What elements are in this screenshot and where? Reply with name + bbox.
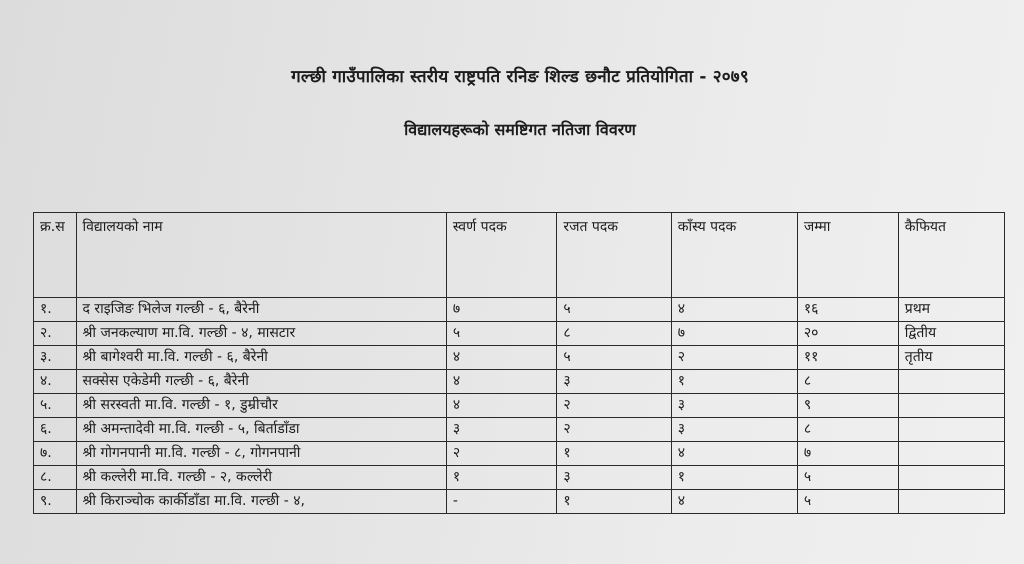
cell-remark: तृतीय xyxy=(898,346,1004,370)
cell-remark xyxy=(898,418,1004,442)
table-row xyxy=(34,418,1005,442)
cell-silver: ५ xyxy=(557,346,671,370)
cell-school-name: श्री सरस्वती मा.वि. गल्छी - १, डुम्रीचौर xyxy=(76,394,446,418)
cell-silver: २ xyxy=(557,418,671,442)
table-header xyxy=(34,213,1005,298)
table-row xyxy=(34,442,1005,466)
cell-school-name: श्री जनकल्याण मा.वि. गल्छी - ४, मासटार xyxy=(76,322,446,346)
cell-remark xyxy=(898,394,1004,418)
cell-gold: ४ xyxy=(446,394,557,418)
header-remarks: कैफियत xyxy=(898,213,1004,298)
cell-silver: ३ xyxy=(557,466,671,490)
cell-silver: २ xyxy=(557,394,671,418)
table-row xyxy=(34,394,1005,418)
cell-bronze: ४ xyxy=(671,490,797,514)
cell-remark xyxy=(898,370,1004,394)
cell-silver: १ xyxy=(557,490,671,514)
cell-gold: १ xyxy=(446,466,557,490)
cell-total: ११ xyxy=(797,346,898,370)
cell-serial-number: ५. xyxy=(34,394,77,418)
cell-silver: ५ xyxy=(557,298,671,322)
cell-school-name: श्री गोगनपानी मा.वि. गल्छी - ८, गोगनपानी xyxy=(76,442,446,466)
cell-bronze: ४ xyxy=(671,298,797,322)
document-subtitle: विद्यालयहरूको समष्टिगत नतिजा विवरण xyxy=(404,120,636,139)
cell-serial-number: १. xyxy=(34,298,77,322)
table-row xyxy=(34,322,1005,346)
cell-silver: १ xyxy=(557,442,671,466)
cell-serial-number: ७. xyxy=(34,442,77,466)
table-row xyxy=(34,490,1005,514)
header-serial-number: क्र.स xyxy=(34,213,77,298)
cell-school-name: सक्सेस एकेडेमी गल्छी - ६, बैरेनी xyxy=(76,370,446,394)
header-total: जम्मा xyxy=(797,213,898,298)
cell-gold: - xyxy=(446,490,557,514)
cell-silver: ३ xyxy=(557,370,671,394)
header-row xyxy=(34,213,1005,298)
header-school-name: विद्यालयको नाम xyxy=(76,213,446,298)
header-silver-medal: रजत पदक xyxy=(557,213,671,298)
cell-remark xyxy=(898,490,1004,514)
document-title: गल्छी गाउँपालिका स्तरीय राष्ट्रपति रनिङ शिल्ड छनौट प्रतियोगिता - २०७९ xyxy=(291,67,749,87)
cell-total: १६ xyxy=(797,298,898,322)
cell-bronze: १ xyxy=(671,466,797,490)
table-row xyxy=(34,298,1005,322)
cell-remark xyxy=(898,466,1004,490)
cell-school-name: श्री बागेश्वरी मा.वि. गल्छी - ६, बैरेनी xyxy=(76,346,446,370)
cell-bronze: ३ xyxy=(671,418,797,442)
cell-bronze: ३ xyxy=(671,394,797,418)
cell-total: ७ xyxy=(797,442,898,466)
cell-gold: ३ xyxy=(446,418,557,442)
cell-bronze: ४ xyxy=(671,442,797,466)
cell-total: २० xyxy=(797,322,898,346)
cell-gold: ७ xyxy=(446,298,557,322)
cell-serial-number: ६. xyxy=(34,418,77,442)
cell-school-name: द राइजिङ भिलेज गल्छी - ६, बैरेनी xyxy=(76,298,446,322)
cell-gold: ५ xyxy=(446,322,557,346)
header-gold-medal: स्वर्ण पदक xyxy=(446,213,557,298)
header-bronze-medal: काँस्य पदक xyxy=(671,213,797,298)
cell-serial-number: ८. xyxy=(34,466,77,490)
table-row xyxy=(34,466,1005,490)
table-row xyxy=(34,346,1005,370)
cell-silver: ८ xyxy=(557,322,671,346)
table-body xyxy=(34,298,1005,514)
cell-school-name: श्री कल्लेरी मा.वि. गल्छी - २, कल्लेरी xyxy=(76,466,446,490)
cell-bronze: १ xyxy=(671,370,797,394)
cell-remark xyxy=(898,442,1004,466)
cell-gold: ४ xyxy=(446,370,557,394)
cell-bronze: ७ xyxy=(671,322,797,346)
cell-gold: ४ xyxy=(446,346,557,370)
cell-serial-number: ३. xyxy=(34,346,77,370)
cell-bronze: २ xyxy=(671,346,797,370)
cell-school-name: श्री किराञ्चोक कार्कीडाँडा मा.वि. गल्छी - ४, xyxy=(76,490,446,514)
cell-total: ८ xyxy=(797,418,898,442)
cell-total: ५ xyxy=(797,490,898,514)
cell-serial-number: २. xyxy=(34,322,77,346)
results-table xyxy=(33,212,1005,514)
cell-remark: प्रथम xyxy=(898,298,1004,322)
cell-total: ५ xyxy=(797,466,898,490)
table-row xyxy=(34,370,1005,394)
cell-gold: २ xyxy=(446,442,557,466)
cell-total: ९ xyxy=(797,394,898,418)
cell-total: ८ xyxy=(797,370,898,394)
cell-remark: द्वितीय xyxy=(898,322,1004,346)
cell-serial-number: ९. xyxy=(34,490,77,514)
cell-school-name: श्री अमन्तादेवी मा.वि. गल्छी - ५, बिर्ताडाँडा xyxy=(76,418,446,442)
cell-serial-number: ४. xyxy=(34,370,77,394)
